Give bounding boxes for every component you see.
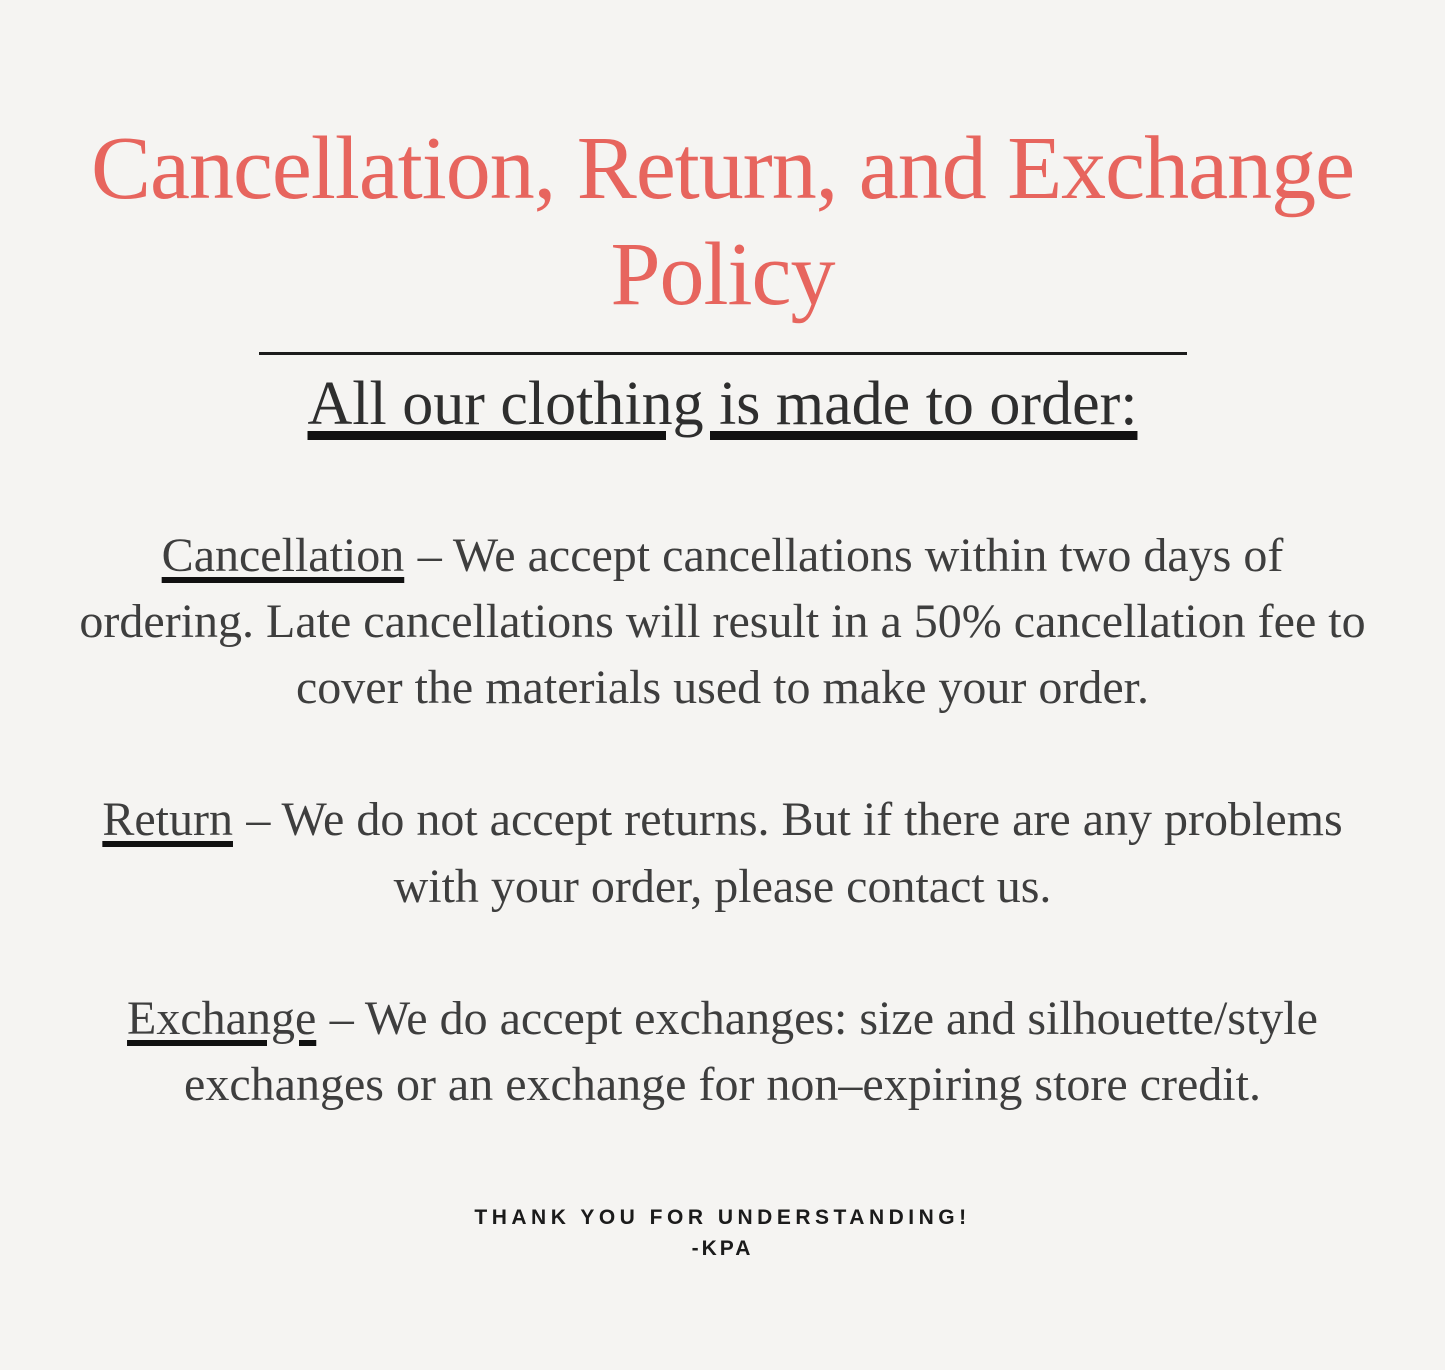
footer-thank-you-text: THANK YOU FOR UNDERSTANDING!: [474, 1206, 971, 1230]
cancellation-policy-text: – We accept cancellations within two days of ordering. Late cancellations will result in a 50% cancellation fee to cover the materials used to make your order.: [79, 528, 1366, 715]
title-divider: [259, 352, 1187, 355]
subtitle-text: All our clothing is made to order:: [307, 370, 1138, 439]
page-title-line-1: Cancellation, Return, and Exchange: [90, 119, 1355, 218]
cancellation-policy-paragraph: [78, 523, 1368, 722]
cancellation-policy-heading: Cancellation: [161, 528, 405, 582]
policy-sections: [0, 523, 1445, 1119]
page-title-line-2: Policy: [610, 225, 835, 325]
exchange-policy-heading: Exchange: [127, 991, 317, 1045]
footer-signature: -KPA: [691, 1237, 754, 1261]
return-policy-heading: Return: [102, 793, 233, 847]
page-title: [0, 0, 1445, 328]
footer: [0, 1206, 1445, 1261]
return-policy-paragraph: [78, 787, 1368, 919]
return-policy-text: – We do not accept returns. But if there are any problems with your order, please contact us.: [246, 793, 1343, 913]
exchange-policy-text: – We do accept exchanges: size and silhouette/style exchanges or an exchange for non–expiring store credit.: [184, 991, 1318, 1112]
subtitle: [0, 369, 1445, 440]
exchange-policy-paragraph: [78, 986, 1368, 1118]
